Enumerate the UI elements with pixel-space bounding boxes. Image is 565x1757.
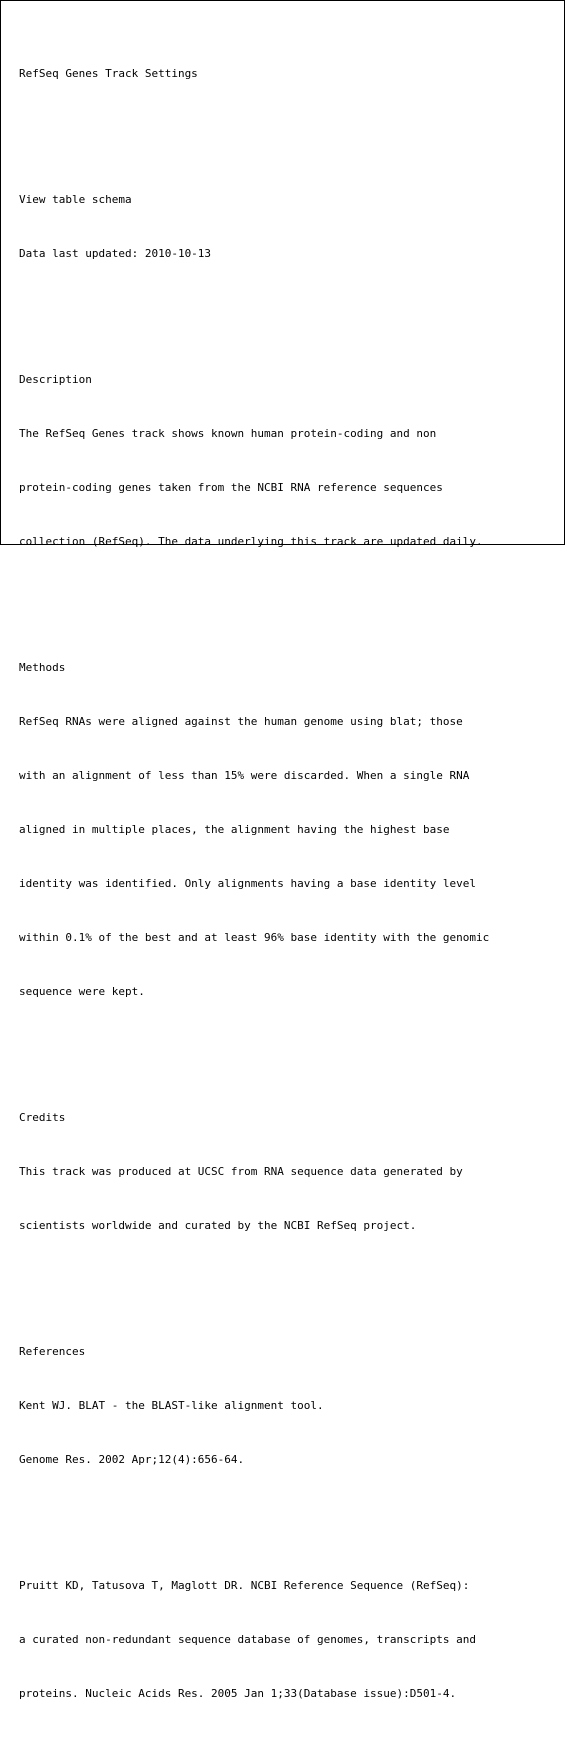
methods-heading: Methods	[19, 661, 66, 674]
spacer	[19, 1037, 559, 1055]
description-heading: Description	[19, 373, 92, 386]
reference-line: Genome Res. 2002 Apr;12(4):656-64.	[19, 1453, 245, 1466]
methods-line: RefSeq RNAs were aligned against the human genome using blat; those	[19, 715, 463, 728]
spacer	[19, 587, 559, 605]
data-last-updated: Data last updated: 2010-10-13	[19, 247, 212, 260]
credits-line: scientists worldwide and curated by the NCBI RefSeq project.	[19, 1219, 417, 1232]
spacer	[19, 299, 559, 317]
reference-line: Kent WJ. BLAT - the BLAST-like alignment tool.	[19, 1399, 324, 1412]
credits-line: This track was produced at UCSC from RNA sequence data generated by	[19, 1165, 463, 1178]
description-line: protein-coding genes taken from the NCBI RNA reference sequences	[19, 481, 443, 494]
credits-heading: Credits	[19, 1111, 66, 1124]
references-heading: References	[19, 1345, 86, 1358]
methods-line: sequence were kept.	[19, 985, 145, 998]
methods-line: identity was identified. Only alignments having a base identity level	[19, 877, 476, 890]
methods-line: aligned in multiple places, the alignment having the highest base	[19, 823, 450, 836]
reference-line: proteins. Nucleic Acids Res. 2005 Jan 1;33(Database issue):D501-4.	[19, 1687, 457, 1700]
spacer	[19, 1505, 559, 1523]
description-line: collection (RefSeq). The data underlying this track are updated daily.	[19, 535, 483, 548]
spacer	[19, 1271, 559, 1289]
page-title: RefSeq Genes Track Settings	[19, 67, 198, 80]
methods-line: within 0.1% of the best and at least 96% base identity with the genomic	[19, 931, 490, 944]
spacer	[19, 119, 559, 137]
track-settings-content	[19, 11, 559, 1757]
view-table-schema-link[interactable]: View table schema	[19, 193, 132, 206]
reference-line: Pruitt KD, Tatusova T, Maglott DR. NCBI Reference Sequence (RefSeq):	[19, 1579, 470, 1592]
methods-line: with an alignment of less than 15% were discarded. When a single RNA	[19, 769, 470, 782]
reference-line: a curated non-redundant sequence database of genomes, transcripts and	[19, 1633, 476, 1646]
description-line: The RefSeq Genes track shows known human protein-coding and non	[19, 427, 437, 440]
